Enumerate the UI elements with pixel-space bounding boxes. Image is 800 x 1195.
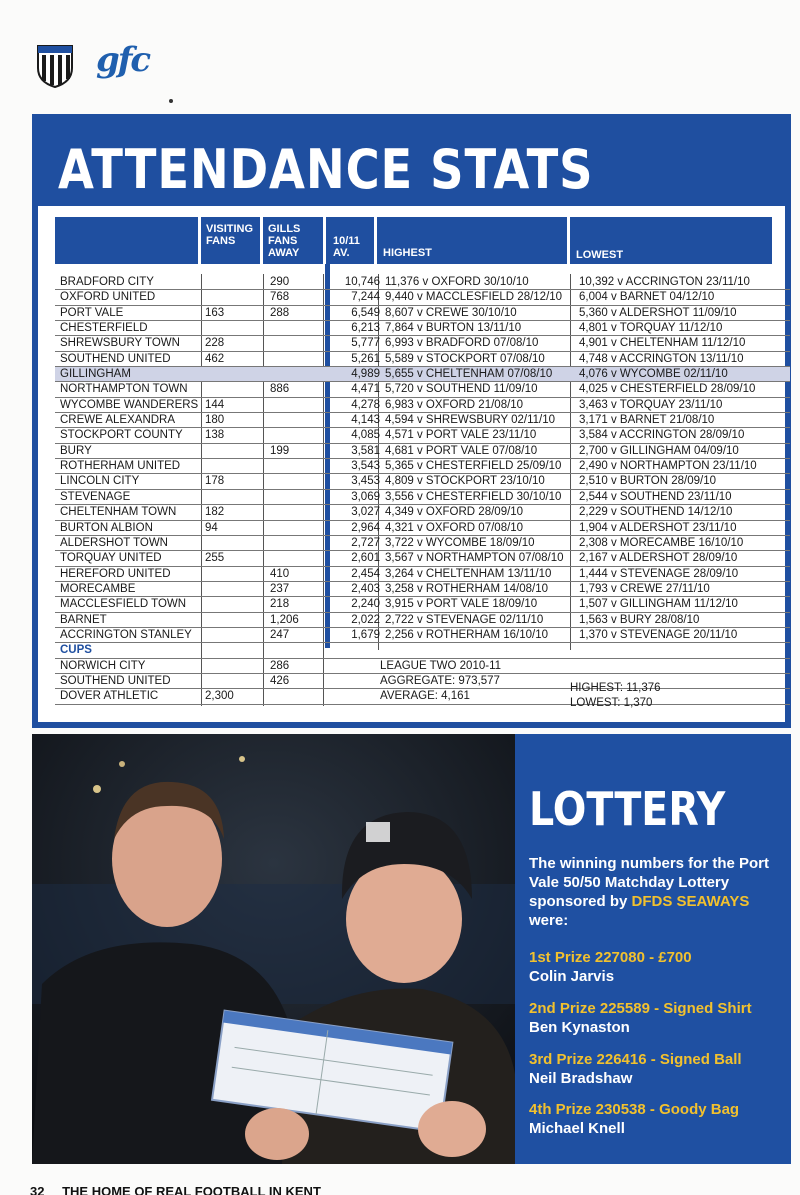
table-cell: 1,370 v STEVENAGE 20/11/10 [579,628,738,641]
table-cell: 286 [270,659,290,672]
table-cell: 7,864 v BURTON 13/11/10 [385,322,522,335]
table-cell: 2,964 [351,521,380,534]
table-cell: 4,989 [351,368,380,381]
table-cell: 4,809 v STOCKPORT 23/10/10 [385,475,545,488]
table-cell: 6,549 [351,306,380,319]
table-cell: 2,022 [351,613,380,626]
table-row [55,306,790,321]
table-cell: 6,983 v OXFORD 21/08/10 [385,398,524,411]
table-cell: NORTHAMPTON TOWN [60,383,188,396]
table-cell: 4,571 v PORT VALE 23/11/10 [385,429,537,442]
table-row [55,336,790,351]
table-cell: ALDERSHOT TOWN [60,536,168,549]
table-row [55,474,790,489]
table-cell: SOUTHEND UNITED [60,352,171,365]
table-row [55,536,790,551]
table-cell: 218 [270,598,290,611]
table-row [55,352,790,367]
table-cell: 2,727 [351,536,380,549]
table-cell: 9,440 v MACCLESFIELD 28/12/10 [385,291,563,304]
attendance-table-area [38,206,785,722]
table-cell: 255 [205,552,225,565]
table-cell: 1,679 [351,628,380,641]
prize-winner: Ben Kynaston [529,1019,630,1036]
table-cell: BURTON ALBION [60,521,153,534]
table-cell: 1,507 v GILLINGHAM 11/12/10 [579,598,738,611]
table-cell: 5,777 [351,337,380,350]
table-cell: 94 [205,521,218,534]
footer-tagline: THE HOME OF REAL FOOTBALL IN KENT [62,1184,321,1195]
table-cell: 5,365 v CHESTERFIELD 25/09/10 [385,460,562,473]
table-row [55,290,790,305]
table-cell: 1,563 v BURY 28/08/10 [579,613,700,626]
table-cell: 228 [205,337,225,350]
table-cell: CREWE ALEXANDRA [60,414,176,427]
table-cell: 2,167 v ALDERSHOT 28/09/10 [579,552,738,565]
table-cell: 2,490 v NORTHAMPTON 23/11/10 [579,460,757,473]
table-row [55,398,790,413]
table-cell: 2,700 v GILLINGHAM 04/09/10 [579,444,739,457]
table-cell: 1,793 v CREWE 27/11/10 [579,582,710,595]
table-cell: 5,720 v SOUTHEND 11/09/10 [385,383,538,396]
table-cell: CHESTERFIELD [60,322,148,335]
table-cell: SOUTHEND UNITED [60,674,171,687]
table-cell: 2,544 v SOUTHEND 23/11/10 [579,490,732,503]
table-cell: 1,444 v STEVENAGE 28/09/10 [579,567,739,580]
table-cell: 3,264 v CHELTENHAM 13/11/10 [385,567,552,580]
table-cell: 3,543 [351,460,380,473]
table-row [55,505,790,520]
table-cell: GILLINGHAM [60,368,131,381]
table-cell: CHELTENHAM TOWN [60,506,177,519]
table-cell: 182 [205,506,225,519]
lottery-panel [32,734,791,1164]
lottery-intro [529,854,779,930]
table-cell: 2,601 [351,552,380,565]
table-cell: 6,993 v BRADFORD 07/08/10 [385,337,539,350]
table-cell: 4,681 v PORT VALE 07/08/10 [385,444,538,457]
column-header-team [55,217,198,264]
lottery-winners-photo [32,734,515,1164]
table-cell: 2,722 v STEVENAGE 02/11/10 [385,613,544,626]
table-row [55,413,790,428]
table-cell: 3,463 v TORQUAY 23/11/10 [579,398,723,411]
table-cell: 4,076 v WYCOMBE 02/11/10 [579,368,728,381]
table-cell: STOCKPORT COUNTY [60,429,183,442]
table-row [55,459,790,474]
table-row [55,321,790,336]
column-header-gills-fans-away: GILLS FANS AWAY [263,217,323,264]
table-cell: 5,655 v CHELTENHAM 07/08/10 [385,368,553,381]
table-row [55,521,790,536]
table-row [55,367,790,382]
prize-label: 2nd Prize 225589 - Signed Shirt [529,1000,752,1017]
table-cell: LINCOLN CITY [60,475,140,488]
table-cell: 144 [205,398,225,411]
table-cell: 410 [270,567,290,580]
table-cell: 886 [270,383,290,396]
table-cell: 426 [270,674,290,687]
table-cell: STEVENAGE [60,490,131,503]
table-cell: 4,471 [351,383,380,396]
table-cell: 768 [270,291,290,304]
table-cell: ACCRINGTON STANLEY [60,628,192,641]
table-cell: 2,403 [351,582,380,595]
table-row [55,551,790,566]
table-cell: 2,454 [351,567,380,580]
table-cell: BURY [60,444,92,457]
column-header-lowest: LOWEST [570,217,772,264]
table-cell: DOVER ATHLETIC [60,690,159,703]
summary-league: LEAGUE TWO 2010-11 [380,660,502,672]
table-cell: 10,392 v ACCRINGTON 23/11/10 [579,276,750,288]
table-cell: 199 [270,444,290,457]
prize-item [529,999,789,1037]
table-cell: ROTHERHAM UNITED [60,460,181,473]
prize-item [529,948,789,986]
prize-winner: Colin Jarvis [529,968,615,985]
table-cell: 4,025 v CHESTERFIELD 28/09/10 [579,383,756,396]
table-row [55,275,790,290]
page-footer [30,1184,321,1195]
table-cell: 3,584 v ACCRINGTON 28/09/10 [579,429,745,442]
prize-label: 3rd Prize 226416 - Signed Ball [529,1051,742,1068]
table-cell: MORECAMBE [60,582,136,595]
table-cell: 237 [270,582,290,595]
cups-heading-row [55,643,790,658]
summary-lowest: LOWEST: 1,370 [570,697,653,709]
table-cell: 178 [205,475,225,488]
table-row [55,444,790,459]
prize-winner: Neil Bradshaw [529,1070,633,1087]
table-cell: 3,556 v CHESTERFIELD 30/10/10 [385,490,562,503]
lottery-sponsor: DFDS SEAWAYS [631,893,750,910]
table-cell: NORWICH CITY [60,659,146,672]
table-cell: SHREWSBURY TOWN [60,337,180,350]
table-cell: 3,453 [351,475,380,488]
table-cell: 2,229 v SOUTHEND 14/12/10 [579,506,733,519]
table-cell: 3,069 [351,490,380,503]
prize-item [529,1050,789,1088]
table-cell: 4,085 [351,429,380,442]
attendance-table [55,275,790,705]
table-cell: BARNET [60,613,107,626]
table-cell: HEREFORD UNITED [60,567,171,580]
table-cell: 8,607 v CREWE 30/10/10 [385,306,517,319]
table-cell: 2,510 v BURTON 28/09/10 [579,475,717,488]
prize-label: 4th Prize 230538 - Goody Bag [529,1101,740,1118]
table-cell: 3,567 v NORTHAMPTON 07/08/10 [385,552,564,565]
table-cell: 138 [205,429,225,442]
prize-winner: Michael Knell [529,1120,625,1137]
table-cell: 4,901 v CHELTENHAM 11/12/10 [579,337,746,350]
attendance-panel [32,114,791,728]
table-cell: MACCLESFIELD TOWN [60,598,187,611]
table-cell: 247 [270,628,290,641]
table-cell: 6,004 v BARNET 04/12/10 [579,291,715,304]
table-cell: TORQUAY UNITED [60,552,162,565]
table-row [55,613,790,628]
table-row [55,382,790,397]
table-row [55,597,790,612]
column-header-highest: HIGHEST [377,217,567,264]
decorative-dot [169,99,173,103]
table-row [55,490,790,505]
table-cell: 2,240 [351,598,380,611]
table-cell: 1,904 v ALDERSHOT 23/11/10 [579,521,737,534]
table-row [55,628,790,643]
table-cell: WYCOMBE WANDERERS [60,398,199,411]
table-cell: 3,171 v BARNET 21/08/10 [579,414,715,427]
page-number: 32 [30,1184,45,1195]
summary-aggregate: AGGREGATE: 973,577 [380,675,500,687]
league-summary [380,659,501,704]
table-cell: 4,321 v OXFORD 07/08/10 [385,521,524,534]
lottery-intro-end: were: [529,912,569,929]
table-cell: 2,308 v MORECAMBE 16/10/10 [579,536,744,549]
table-cell: 163 [205,306,225,319]
table-cell: 4,278 [351,398,380,411]
table-cell: 4,594 v SHREWSBURY 02/11/10 [385,414,556,427]
table-cell: 3,581 [351,444,380,457]
lottery-intro-text: The winning numbers for the Port Vale 50/50 Matchday Lottery sponsored by [529,855,769,910]
column-header-visiting-fans: VISITING FANS [201,217,260,264]
table-cell: 6,213 [351,322,380,335]
table-cell: 1,206 [270,613,299,626]
table-cell: 5,360 v ALDERSHOT 11/09/10 [579,306,737,319]
table-cell: 4,748 v ACCRINGTON 13/11/10 [579,352,744,365]
table-row [55,428,790,443]
table-cell: OXFORD UNITED [60,291,156,304]
table-cell: 3,258 v ROTHERHAM 14/08/10 [385,582,548,595]
prize-label: 1st Prize 227080 - £700 [529,949,692,966]
table-cell: 4,349 v OXFORD 28/09/10 [385,506,524,519]
prize-item [529,1100,789,1138]
summary-average: AVERAGE: 4,161 [380,690,470,702]
table-cell: 4,143 [351,414,380,427]
attendance-title: ATTENDANCE STATS [58,138,594,201]
gfc-logo: gfc [96,40,150,80]
table-row [55,582,790,597]
table-cell: BRADFORD CITY [60,276,154,288]
table-cell: 180 [205,414,225,427]
table-cell: 4,801 v TORQUAY 11/12/10 [579,322,723,335]
column-header-average: 10/11 AV. [326,217,374,264]
table-cell: 5,261 [351,352,380,365]
summary-highest: HIGHEST: 11,376 [570,682,661,694]
table-cell: 7,244 [351,291,380,304]
table-cell: 3,915 v PORT VALE 18/09/10 [385,598,538,611]
table-cell: 11,376 v OXFORD 30/10/10 [385,276,529,288]
table-cell: CUPS [60,644,92,657]
table-row [55,567,790,582]
league-extremes [570,681,661,711]
table-cell: 10,746 [344,276,380,288]
table-cell: 288 [270,306,290,319]
lottery-title: LOTTERY [529,782,726,836]
table-cell: PORT VALE [60,306,124,319]
club-crest-icon [36,42,74,88]
table-cell: 3,027 [351,506,380,519]
table-cell: 2,300 [205,690,234,703]
table-cell: 2,256 v ROTHERHAM 16/10/10 [385,628,548,641]
table-cell: 5,589 v STOCKPORT 07/08/10 [385,352,545,365]
table-cell: 3,722 v WYCOMBE 18/09/10 [385,536,535,549]
table-cell: 290 [270,276,290,288]
table-cell: 462 [205,352,225,365]
